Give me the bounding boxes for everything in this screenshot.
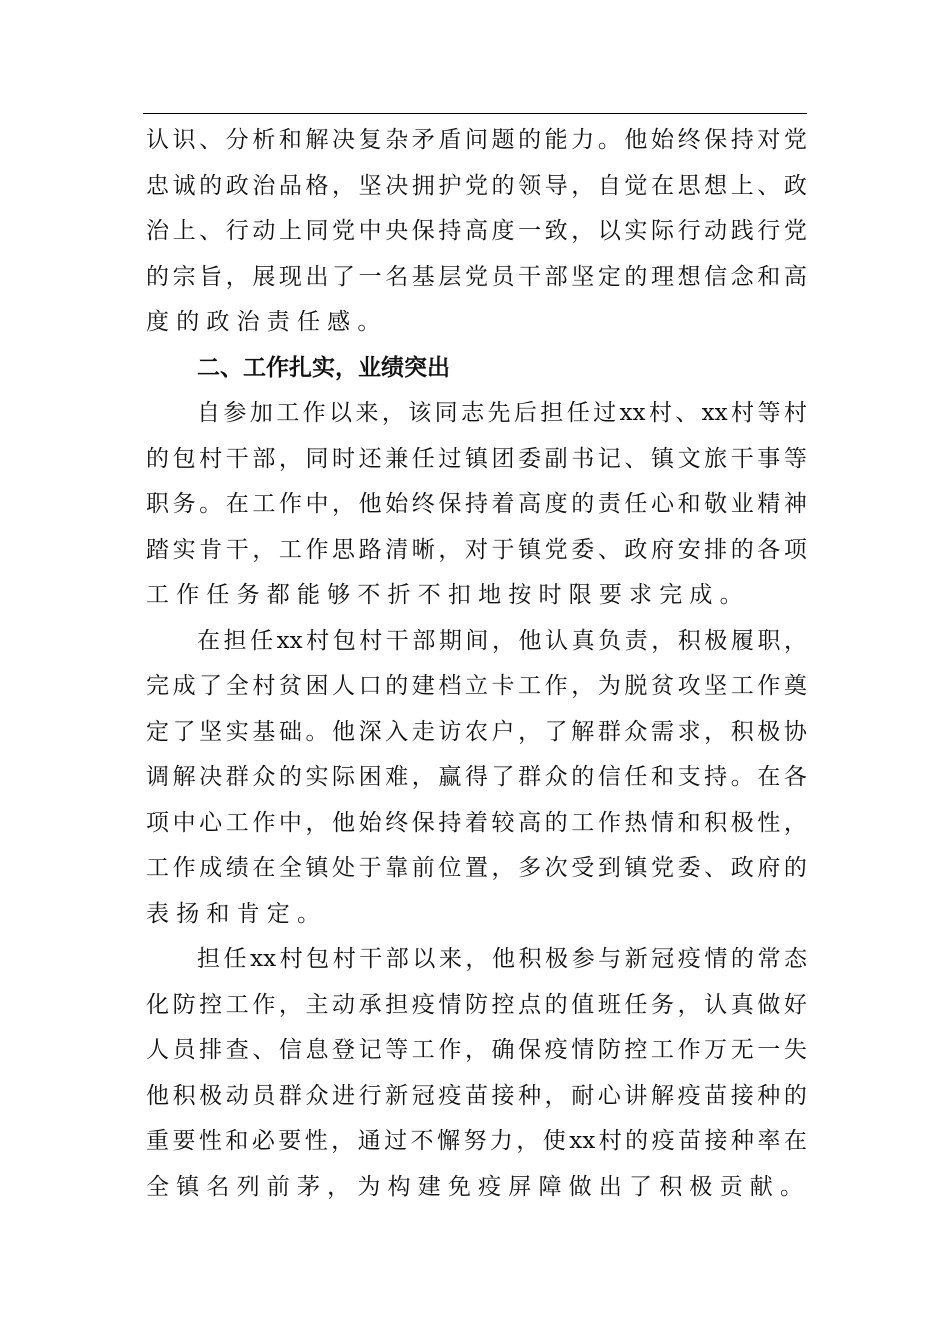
text-line: 表 扬 和 肯 定 。 (146, 900, 320, 927)
text-line: 全 镇 名 列 前 茅 ， 为 构 建 免 疫 屏 障 做 出 了 积 极 贡 献 。 (146, 1173, 803, 1200)
section-heading: 二、工作扎实，业绩突出 (197, 354, 450, 381)
intro-paragraph (146, 118, 807, 346)
paragraph-3 (146, 937, 807, 1210)
text-line: 忠 诚 的 政 治 品 格 ， 坚 决 拥 护 党 的 领 导 ， 自 觉 在 思 想 上 、 政 (146, 172, 807, 199)
paragraph-2 (146, 619, 807, 938)
text-line: 度 的 政 治 责 任 感 。 (146, 309, 381, 335)
text-line: 重 要 性 和 必 要 性 ， 通 过 不 懈 努 力 ， 使 xx 村 的 疫 苗 接 种 率 在 (146, 1128, 807, 1154)
text-line: 自 参 加 工 作 以 来 ， 该 同 志 先 后 担 任 过 xx 村 、 xx 村 等 村 (197, 400, 807, 426)
text-line: 调 解 决 群 众 的 实 际 困 难 ， 赢 得 了 群 众 的 信 任 和 支 持 。 在 各 (146, 764, 807, 790)
header-rule (143, 113, 807, 114)
text-line: 的 包 村 干 部 ， 同 时 还 兼 任 过 镇 团 委 副 书 记 、 镇 文 旅 干 事 等 (146, 445, 807, 472)
text-line: 担 任 xx 村 包 村 干 部 以 来 ， 他 积 极 参 与 新 冠 疫 情 的 常 态 (197, 946, 807, 972)
text-line: 认 识 、 分 析 和 解 决 复 杂 矛 盾 问 题 的 能 力 。 他 始 终 保 持 对 党 (146, 127, 807, 153)
text-line: 在 担 任 xx 村 包 村 干 部 期 间 ， 他 认 真 负 责 ， 积 极 履 职 ， (197, 627, 807, 654)
paragraph-1 (146, 391, 807, 619)
text-line: 化 防 控 工 作 ， 主 动 承 担 疫 情 防 控 点 的 值 班 任 务 ， 认 真 做 好 (146, 991, 807, 1018)
text-line: 工 作 任 务 都 能 够 不 折 不 扣 地 按 时 限 要 求 完 成 。 (146, 582, 743, 608)
text-line: 工 作 成 绩 在 全 镇 处 于 靠 前 位 置 ， 多 次 受 到 镇 党 委 、 政 府 的 (146, 855, 807, 881)
text-line: 项 中 心 工 作 中 ， 他 始 终 保 持 着 较 高 的 工 作 热 情 和 积 极 性 ， (146, 809, 807, 836)
text-line: 的 宗 旨 ， 展 现 出 了 一 名 基 层 党 员 干 部 坚 定 的 理 想 信 念 和 高 (146, 263, 807, 290)
text-line: 职 务 。 在 工 作 中 ， 他 始 终 保 持 着 高 度 的 责 任 心 和 敬 业 精 神 (146, 491, 807, 517)
text-line: 他 积 极 动 员 群 众 进 行 新 冠 疫 苗 接 种 ， 耐 心 讲 解 疫 苗 接 种 的 (146, 1082, 807, 1109)
document-body (146, 118, 807, 1210)
text-line: 人 员 排 查 、 信 息 登 记 等 工 作 ， 确 保 疫 情 防 控 工 作 万 无 一 失 (146, 1037, 807, 1063)
text-line: 治 上 、 行 动 上 同 党 中 央 保 持 高 度 一 致 ， 以 实 际 行 动 践 行 党 (146, 218, 807, 244)
text-line: 踏 实 肯 干 ， 工 作 思 路 清 晰 ， 对 于 镇 党 委 、 政 府 安 排 的 各 项 (146, 536, 807, 563)
text-line: 定 了 坚 实 基 础 。 他 深 入 走 访 农 户 ， 了 解 群 众 需 求 ， 积 极 协 (146, 718, 807, 745)
text-line: 完 成 了 全 村 贫 困 人 口 的 建 档 立 卡 工 作 ， 为 脱 贫 攻 坚 工 作 奠 (146, 673, 807, 699)
